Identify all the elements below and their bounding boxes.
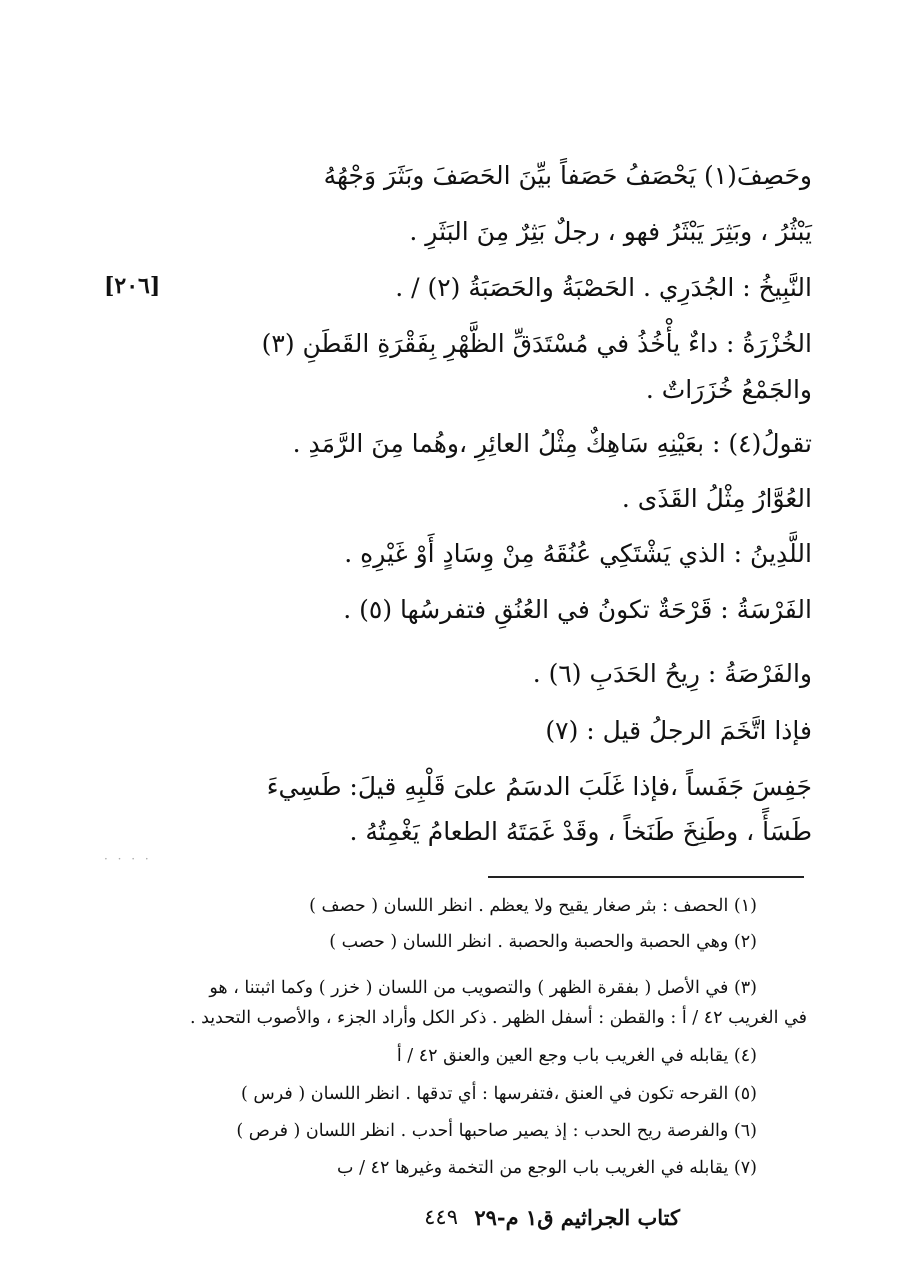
text-line: والفَرْصَةُ : رِيحُ الحَدَبِ (٦) . xyxy=(532,659,812,688)
footnote: (٧) يقابله في الغريب باب الوجع من التخمة وغيرها ٤٢ / ب xyxy=(337,1158,757,1178)
text-line: الخُزْرَةُ : داءٌ يأْخُذُ في مُسْتَدَقِّ الظَّهْرِ بِفَقْرَةِ القَطَنِ (٣) xyxy=(261,329,812,358)
footnote: (٦) والفرصة ريح الحدب : إذ يصير صاحبها أحدب . انظر اللسان ( فرص ) xyxy=(236,1121,757,1141)
text-line: العُوَّارُ مِثْلُ القَذَى . xyxy=(621,484,812,513)
footnote: (٢) وهي الحصبة والحصبة والحصبة . انظر اللسان ( حصب ) xyxy=(329,932,757,952)
text-line: تقولُ(٤) : بعَيْنِهِ سَاهِكٌ مِثْلُ العائِرِ ،وهُما مِنَ الرَّمَدِ . xyxy=(292,429,812,458)
footnote: (٣) في الأصل ( بفقرة الظهر ) والتصويب من اللسان ( خزر ) وكما اثبتنا ، هو xyxy=(209,978,757,998)
text-line: وحَصِفَ(١) يَحْصَفُ حَصَفاً بيِّنَ الحَصَفَ وبَثَرَ وَجْهُهُ xyxy=(323,161,812,190)
text-line: الفَرْسَةُ : قَرْحَةٌ تكونُ في العُنُقِ فتفرسُها (٥) . xyxy=(343,595,812,624)
footnote: (١) الحصف : بثر صغار يقيح ولا يعظم . انظر اللسان ( حصف ) xyxy=(309,896,757,916)
footnote: في الغريب ٤٢ / أ : والقطن : أسفل الظهر . ذكر الكل وأراد الجزء ، والأصوب التحديد . xyxy=(189,1008,807,1028)
margin-page-reference: [٢٠٦] xyxy=(104,273,161,299)
text-line: يَبْثُرُ ، وبَثِرَ يَبْثَرُ فهو ، رجلٌ بَثِرٌ مِنَ البَثَرِ . xyxy=(409,217,812,246)
text-line: النَّبِيخُ : الجُدَرِي . الحَصْبَةُ والحَصَبَةُ (٢) / . xyxy=(395,273,812,302)
page-number: ٤٤٩ xyxy=(424,1205,458,1229)
text-line: والجَمْعُ خُزَرَاتٌ . xyxy=(645,375,812,404)
text-line: طَسَأً ، وطَنِخَ طَنَخاً ، وقَدْ غَمَتَهُ الطعامُ يَغْمِتُهُ . xyxy=(349,817,812,846)
footnote-divider xyxy=(488,876,804,878)
footnote: (٤) يقابله في الغريب باب وجع العين والعنق ٤٢ / أ xyxy=(396,1046,757,1066)
scan-speck: · · · · xyxy=(104,852,152,866)
text-line: فإذا اتَّخَمَ الرجلُ قيل : (٧) xyxy=(545,716,812,745)
text-line: اللَّدِينُ : الذي يَشْتَكِي عُنُقَهُ مِنْ وِسَادٍ أَوْ غَيْرِهِ . xyxy=(344,539,812,568)
text-line: جَفِسَ جَفَساً ،فإذا غَلَبَ الدسَمُ علىَ قَلْبِهِ قيلَ: طَسِيءَ xyxy=(266,772,812,801)
book-title: كتاب الجراثيم ق١ م-٢٩ xyxy=(474,1205,680,1230)
footnote: (٥) القرحه تكون في العنق ،فتفرسها : أي تدقها . انظر اللسان ( فرس ) xyxy=(240,1084,757,1104)
